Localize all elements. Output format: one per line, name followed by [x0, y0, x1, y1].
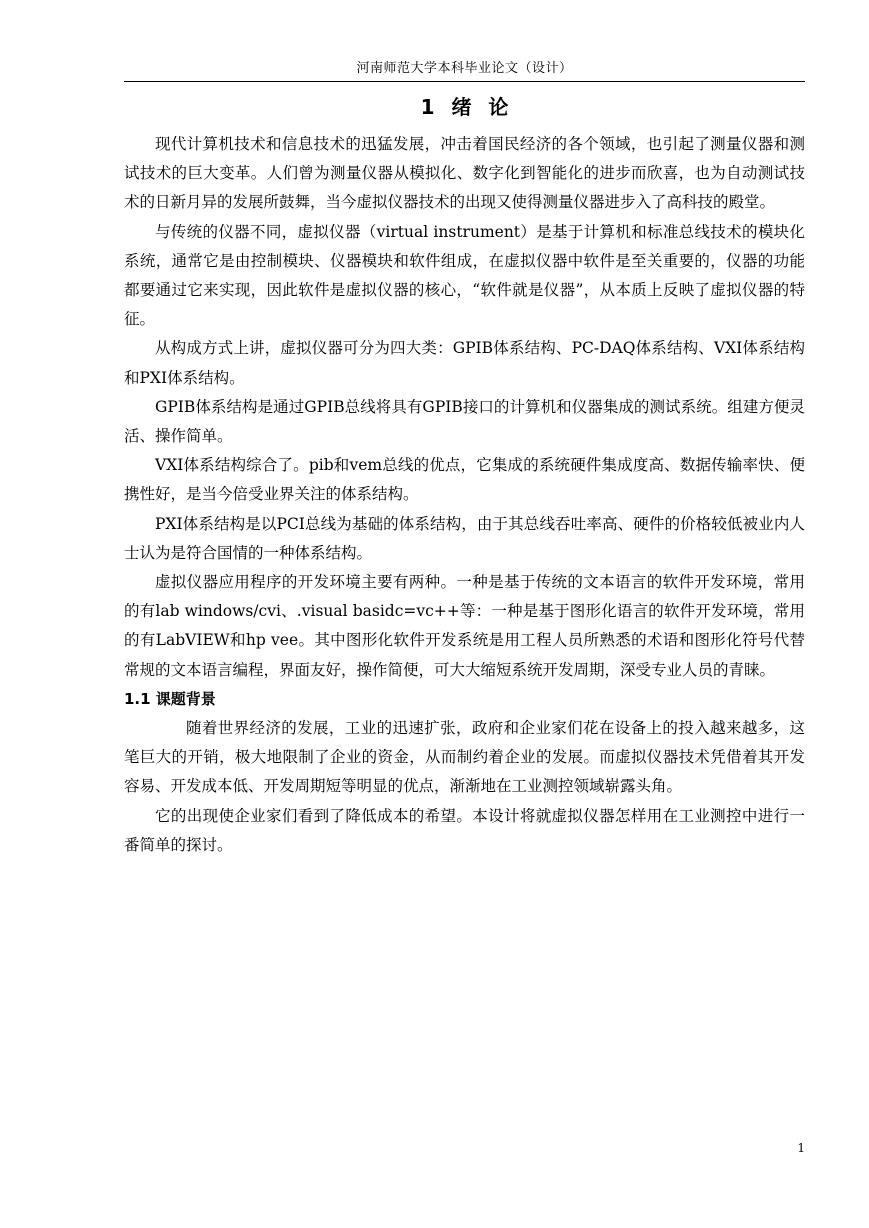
paragraph: 它的出现使企业家们看到了降低成本的希望。本设计将就虚拟仪器怎样用在工业测控中进行一番简单的探讨。 [124, 806, 805, 854]
paragraph: 随着世界经济的发展，工业的迅速扩张，政府和企业家们花在设备上的投入越来越多，这笔巨大的开销，极大地限制了企业的资金，从而制约着企业的发展。而虚拟仪器技术凭借着其开发容易、开发成本低、开发周期短等明显的优点，渐渐地在工业测控领域崭露头角。 [124, 719, 805, 796]
section-heading: 1.1 课题背景 [124, 689, 216, 708]
body-text [124, 130, 805, 860]
paragraph: VXI体系结构综合了。pib和vem总线的优点，它集成的系统硬件集成度高、数据传输率快、便携性好，是当今倍受业界关注的体系结构。 [124, 456, 805, 504]
chapter-title: 1 绪 论 [420, 95, 509, 119]
paragraph: 从构成方式上讲，虚拟仪器可分为四大类：GPIB体系结构、PC-DAQ体系结构、VXI体系结构和PXI体系结构。 [124, 339, 805, 387]
running-header: 河南师范大学本科毕业论文（设计） [356, 61, 573, 76]
paragraph: GPIB体系结构是通过GPIB总线将具有GPIB接口的计算机和仪器集成的测试系统。组建方便灵活、操作简单。 [124, 397, 805, 446]
paragraph: 现代计算机技术和信息技术的迅猛发展，冲击着国民经济的各个领域，也引起了测量仪器和测试技术的巨大变革。人们曾为测量仪器从模拟化、数字化到智能化的进步而欣喜，也为自动测试技术的日新月异的发展所鼓舞，当今虚拟仪器技术的出现又使得测量仪器进步入了高科技的殿堂。 [124, 135, 805, 212]
page-number: 1 [797, 1141, 805, 1155]
paragraph: 与传统的仪器不同，虚拟仪器（virtual instrument）是基于计算机和标准总线技术的模块化系统，通常它是由控制模块、仪器模块和软件组成，在虚拟仪器中软件是至关重要的，仪器的功能都要通过它来实现，因此软件是虚拟仪器的核心，“软件就是仪器”，从本质上反映了虚拟仪器的特征。 [124, 222, 805, 329]
header-rule [124, 81, 805, 82]
paragraph: PXI体系结构是以PCI总线为基础的体系结构，由于其总线吞吐率高、硬件的价格较低被业内人士认为是符合国情的一种体系结构。 [124, 514, 805, 562]
paragraph: 虚拟仪器应用程序的开发环境主要有两种。一种是基于传统的文本语言的软件开发环境，常用的有lab windows/cvi、.visual basidc=vc++等：一种是基于图形化语言的软件开发环境，常用的有LabVIEW和hp vee。其中图形化软件开发系统是用工程人员所熟悉的术语和图形化符号代替常规的文本语言编程，界面友好，操作简便，可大大缩短系统开发周期，深受专业人员的青睐。 [124, 573, 805, 679]
